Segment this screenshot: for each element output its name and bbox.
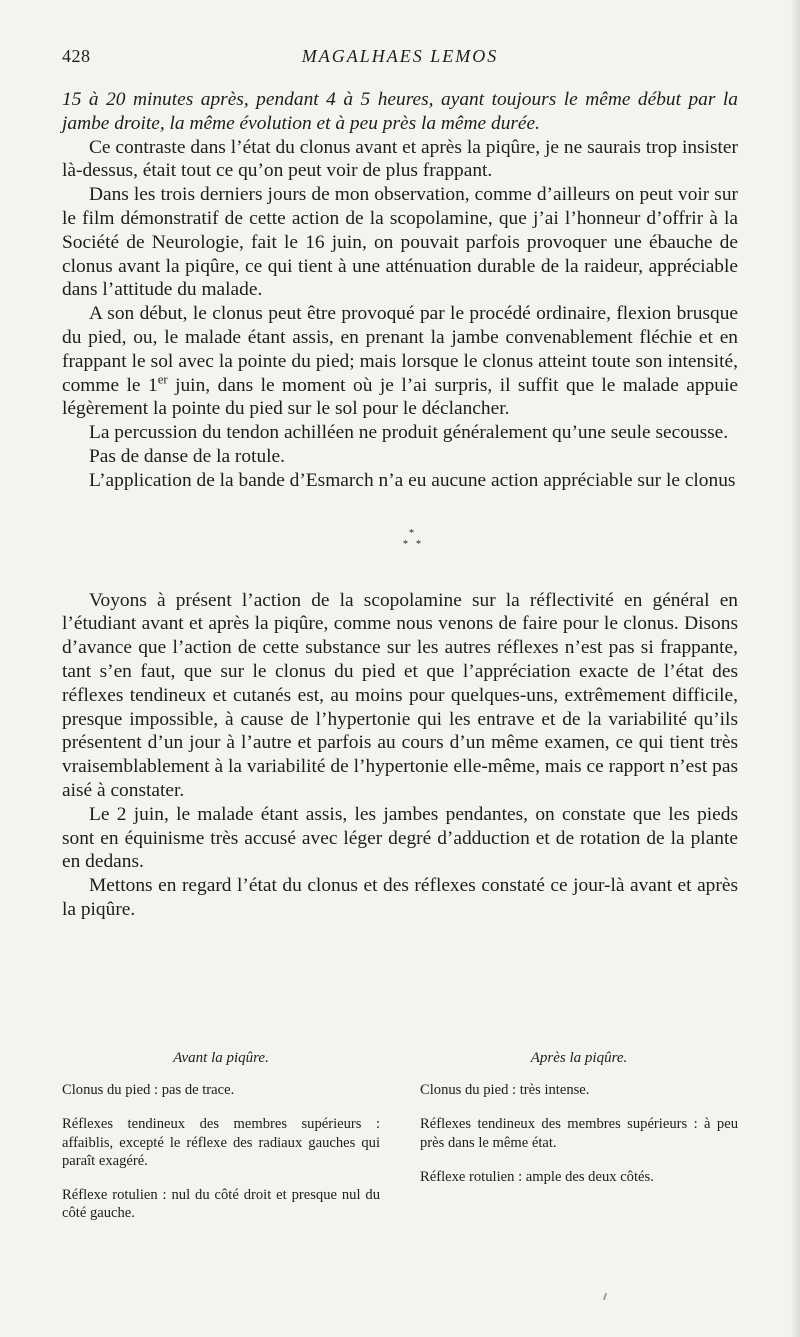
before-column bbox=[62, 1049, 380, 1238]
after-item-2: Réflexes tendineux des membres supérieurs : à peu près dans le même état. bbox=[420, 1116, 738, 1151]
paragraph-10: Mettons en regard l’état du clonus et des réflexes constaté ce jour-là avant et après la piqûre. bbox=[62, 875, 738, 920]
paragraph-4-after: juin, dans le moment où je l’ai surpris, il suffit que le malade appuie légèrement la pointe du pied sur le sol pour le déclancher. bbox=[62, 374, 738, 420]
page-right-edge bbox=[790, 0, 800, 1337]
paragraph-7: L’application de la bande d’Esmarch n’a eu aucune action appréciable sur le clonus bbox=[89, 469, 736, 491]
superscript-er: er bbox=[157, 372, 168, 387]
main-text bbox=[62, 88, 738, 922]
after-item-1: Clonus du pied : très intense. bbox=[420, 1082, 590, 1099]
after-column bbox=[420, 1049, 738, 1202]
paragraph-9: Le 2 juin, le malade étant assis, les jambes pendantes, on constate que les pieds sont en équinisme très accusé avec léger degré d’adduction et de rotation de la plante en dedans. bbox=[62, 803, 738, 873]
paragraph-6: Pas de danse de la rotule. bbox=[89, 445, 285, 467]
paragraph-4-before: A son début, le clonus peut être provoqué par le procédé ordinaire, flexion brusque du pied, ou, le malade étant assis, en prenant la jambe convenablement fléchie et en frappant le sol avec la pointe du pied; mais lorsque le clonus atteint toute son intensité, comme le 1 bbox=[62, 303, 738, 396]
before-item-3: Réflexe rotulien : nul du côté droit et presque nul du côté gauche. bbox=[62, 1187, 380, 1222]
before-item-1: Clonus du pied : pas de trace. bbox=[62, 1082, 235, 1099]
page-mark bbox=[603, 1293, 607, 1300]
paragraph-5: La percussion du tendon achilléen ne produit généralement qu’une seule secousse. bbox=[89, 422, 729, 444]
asterism-star-2: * bbox=[403, 538, 408, 550]
asterism-star-1: * bbox=[409, 527, 414, 539]
page-number: 428 bbox=[62, 46, 91, 66]
paragraph-1: 15 à 20 minutes après, pendant 4 à 5 heures, ayant toujours le même début par la jambe droite, la même évolution et à peu près la même durée. bbox=[62, 89, 738, 134]
running-head: MAGALHAES LEMOS bbox=[301, 46, 499, 66]
page-header bbox=[62, 46, 738, 72]
before-column-title: Avant la piqûre. bbox=[173, 1050, 269, 1066]
asterism-star-3: * bbox=[416, 538, 421, 550]
after-item-3: Réflexe rotulien : ample des deux côtés. bbox=[420, 1168, 654, 1185]
paragraph-3: Dans les trois derniers jours de mon observation, comme d’ailleurs on peut voir sur le film démonstratif de cette action de la scopolamine, que j’ai l’honneur d’offrir à la Société de Neurologie, fait le 16 juin, on pouvait parfois provoquer une ébauche de clonus avant la piqûre, ce qui tient à une atténuation durable de la raideur, appréciable dans l’attitude du malade. bbox=[62, 184, 738, 301]
paragraph-2: Ce contraste dans l’état du clonus avant et après la piqûre, je ne saurais trop insister là-dessus, était tout ce qu’on peut voir de plus frappant. bbox=[62, 136, 738, 182]
asterism-divider bbox=[62, 493, 738, 589]
before-item-2: Réflexes tendineux des membres supérieurs : affaiblis, excepté le réflexe des radiaux gauches qui paraît exagéré. bbox=[62, 1116, 380, 1169]
after-column-title: Après la piqûre. bbox=[530, 1050, 628, 1066]
paragraph-8: Voyons à présent l’action de la scopolamine sur la réflectivité en général en l’étudiant avant et après la piqûre, comme nous venons de faire pour le clonus. Disons d’avance que l’action de cette substance sur les autres réflexes n’est pas si frappante, tant s’en faut, que sur le clonus du pied et que l’appréciation exacte de l’état des réflexes tendineux et cutanés est, au moins pour quelques-uns, extrêmement difficile, presque impossible, à cause de l’hypertonie qui les entrave et de la variabilité qu’ils présentent d’un jour à l’autre et parfois au cours d’un même examen, ce qui tient très vraisemblablement à la variabilité de l’hypertonie elle-même, mais ce rapport n’est pas aisé à constater. bbox=[62, 589, 738, 801]
paragraph-4 bbox=[62, 302, 738, 421]
